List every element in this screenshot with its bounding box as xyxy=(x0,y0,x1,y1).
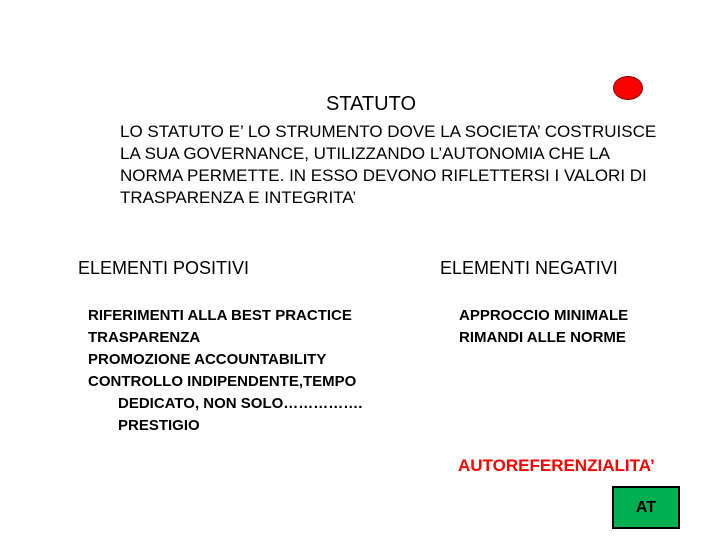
list-item: RIMANDI ALLE NORME xyxy=(459,329,626,346)
positive-elements-heading: ELEMENTI POSITIVI xyxy=(78,258,250,278)
list-item: PROMOZIONE ACCOUNTABILITY xyxy=(88,351,327,368)
list-item: RIFERIMENTI ALLA BEST PRACTICE xyxy=(88,307,352,324)
list-item: APPROCCIO MINIMALE xyxy=(459,307,629,324)
list-item: TRASPARENZA xyxy=(88,329,201,346)
negative-elements-heading: ELEMENTI NEGATIVI xyxy=(440,258,618,278)
positive-elements-list xyxy=(88,305,428,437)
intro-text: LO STATUTO E’ LO STRUMENTO DOVE LA SOCIETA’ COSTRUISCE LA SUA GOVERNANCE, UTILIZZANDO L’AUTONOMIA CHE LA NORMA PERMETTE. IN ESSO DEVONO RIFLETTERSI I VALORI DI TRASPARENZA E INTEGRITA’ xyxy=(120,122,657,207)
slide-title: STATUTO xyxy=(326,93,416,115)
list-item: CONTROLLO INDIPENDENTE,TEMPO DEDICATO, NON SOLO……………. PRESTIGIO xyxy=(88,373,363,434)
red-circle-icon xyxy=(613,76,643,100)
negative-elements-list xyxy=(459,305,699,349)
self-referentiality-highlight: AUTOREFERENZIALITA’ xyxy=(458,456,655,475)
at-nav-button[interactable]: AT xyxy=(612,486,680,529)
